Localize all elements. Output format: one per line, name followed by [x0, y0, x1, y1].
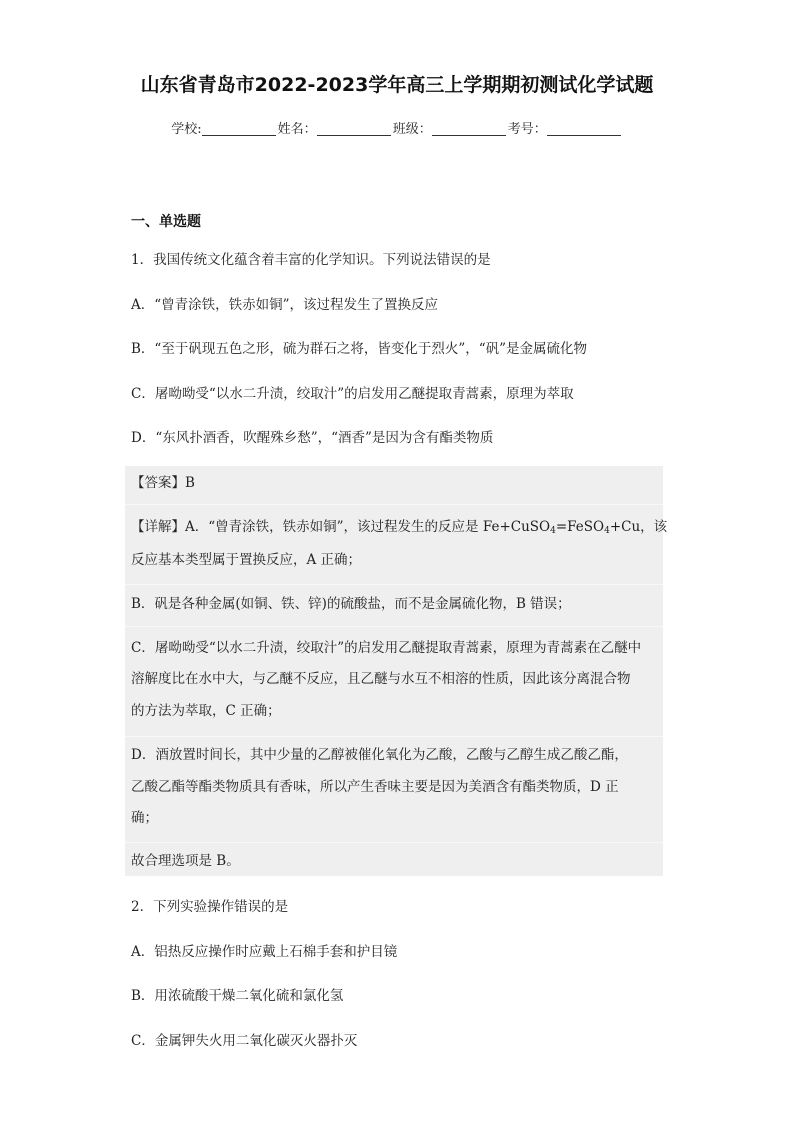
school-blank[interactable]: [202, 121, 276, 136]
q1-answer: 【答案】B: [131, 475, 195, 491]
answer-divider: [125, 842, 663, 843]
subscript: 4: [604, 526, 610, 536]
answer-divider: [125, 736, 663, 737]
q1-detail-line: 乙酸乙酯等酯类物质具有香味，所以产生香味主要是因为美酒含有酯类物质，D 正: [131, 779, 619, 795]
q1-detail-text: =FeSO: [555, 519, 605, 535]
q1-stem: 1．我国传统文化蕴含着丰富的化学知识。下列说法错误的是: [131, 252, 491, 268]
q1-detail-line: 确；: [131, 810, 158, 826]
answer-divider: [125, 626, 663, 627]
q1-detail-line: 溶解度比在水中大，与乙醚不反应，且乙醚与水互不相溶的性质，因此该分离混合物: [131, 671, 631, 687]
q1-option-d: D．“东风扑酒香，吹醒殊乡愁”，“酒香”是因为含有酯类物质: [131, 430, 494, 446]
q1-option-b: B．“至于矾现五色之形，硫为群石之将，皆变化于烈火”，“矾”是金属硫化物: [131, 341, 588, 357]
section-heading: 一、单选题: [131, 214, 201, 230]
q1-detail-text: +Cu，该: [609, 519, 668, 535]
name-blank[interactable]: [317, 121, 391, 136]
q2-option-c: C．金属钾失火用二氧化碳灭火器扑灭: [131, 1033, 358, 1049]
q1-detail-line: D．酒放置时间长，其中少量的乙醇被催化氧化为乙酸，乙酸与乙醇生成乙酸乙酯，: [131, 747, 628, 763]
q1-detail-line: B．矾是各种金属(如铜、铁、锌)的硫酸盐，而不是金属硫化物，B 错误；: [131, 596, 571, 612]
q1-detail-line: C．屠呦呦受“以水二升渍，绞取汁”的启发用乙醚提取青蒿素，原理为青蒿素在乙醚中: [131, 640, 642, 656]
q1-detail-line: 的方法为萃取，C 正确；: [131, 703, 281, 719]
q1-conclusion: 故合理选项是 B。: [131, 853, 240, 869]
answer-divider: [125, 584, 663, 585]
student-info-line: [0, 118, 794, 137]
q1-option-a: A．“曾青涂铁，铁赤如铜”，该过程发生了置换反应: [131, 297, 439, 313]
document-title: 山东省青岛市2022-2023学年高三上学期期初测试化学试题: [140, 74, 654, 96]
q1-option-c: C．屠呦呦受“以水二升渍，绞取汁”的启发用乙醚提取青蒿素，原理为萃取: [131, 386, 574, 402]
subscript: 4: [550, 526, 556, 536]
q1-detail-line: 反应基本类型属于置换反应，A 正确；: [131, 552, 362, 568]
answer-divider: [125, 504, 663, 505]
q1-detail-text: 【详解】A．“曾青涂铁，铁赤如铜”，该过程发生的反应是 Fe+CuSO: [131, 519, 551, 535]
q2-stem: 2．下列实验操作错误的是: [131, 899, 289, 915]
exam-no-label: 考号：: [507, 122, 547, 137]
q2-option-b: B．用浓硫酸干燥二氧化硫和氯化氢: [131, 988, 344, 1004]
name-label: 姓名：: [277, 122, 317, 137]
exam-no-blank[interactable]: [547, 121, 621, 136]
q2-option-a: A．铝热反应操作时应戴上石棉手套和护目镜: [131, 944, 398, 960]
q1-detail-line: [131, 517, 667, 537]
school-label: 学校:: [171, 122, 202, 137]
class-label: 班级：: [392, 122, 432, 137]
class-blank[interactable]: [432, 121, 506, 136]
